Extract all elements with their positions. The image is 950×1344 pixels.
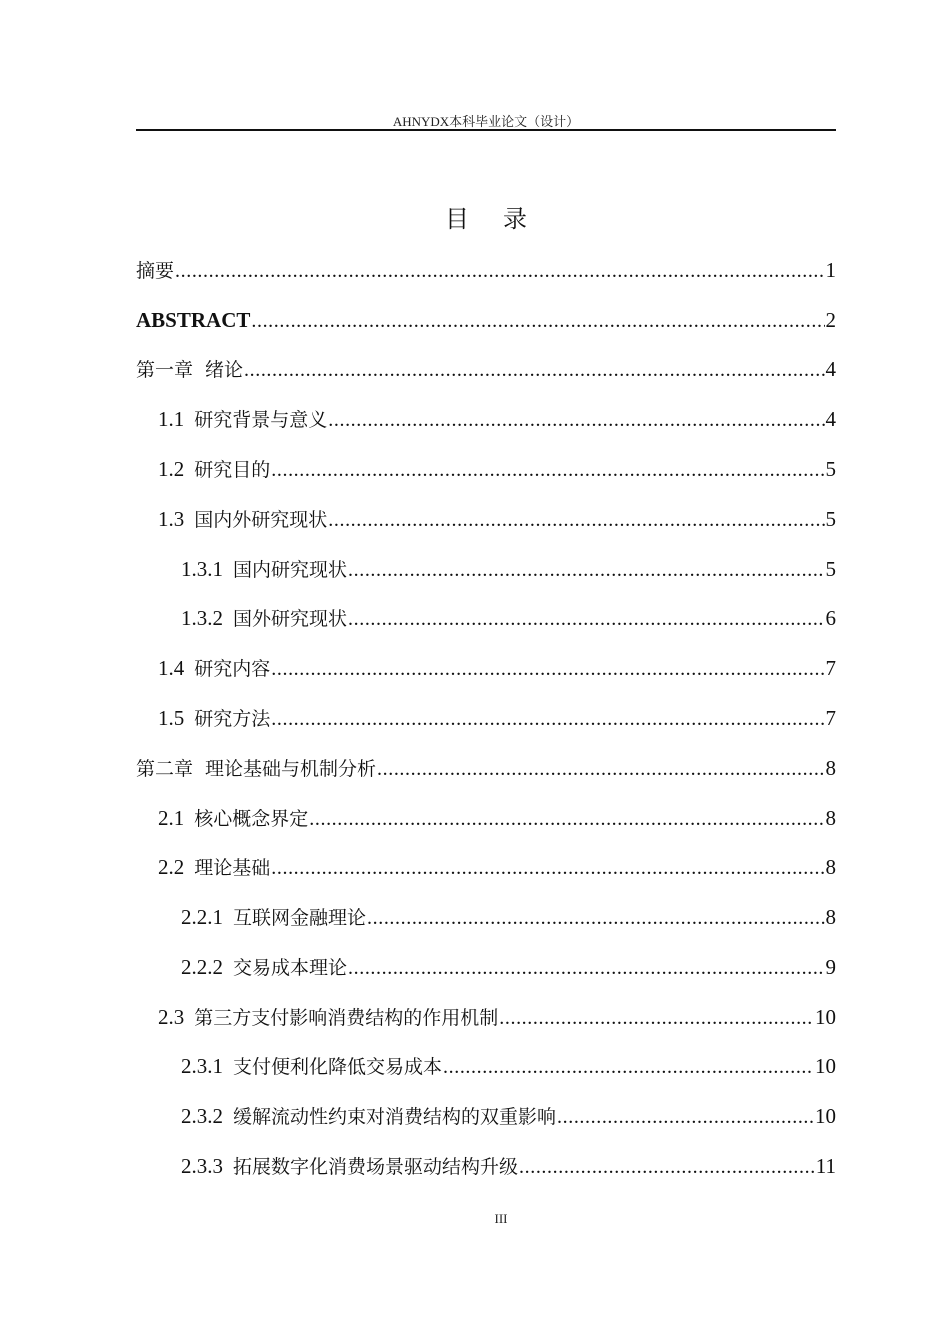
toc-leader-dots (244, 355, 824, 385)
toc-entry-page: 5 (825, 507, 836, 531)
toc-leader-dots (499, 1003, 814, 1033)
toc-entry-page: 1 (825, 258, 836, 282)
toc-entry-label: 国外研究现状 (233, 608, 348, 630)
toc-entry-label: 研究方法 (194, 708, 271, 730)
toc-leader-dots (348, 604, 824, 634)
toc-entry-number: 2.2.1 (181, 905, 223, 929)
toc-leader-dots (348, 555, 824, 585)
toc-entry-number: 1.3.1 (181, 557, 223, 581)
toc-entry-2-2-1[interactable] (136, 902, 836, 932)
toc-entry-page: 8 (825, 806, 836, 830)
toc-entry-label: 核心概念界定 (194, 808, 309, 830)
toc-entry-label: 缓解流动性约束对消费结构的双重影响 (233, 1106, 557, 1128)
toc-entry-page: 8 (825, 905, 836, 929)
toc-leader-dots (271, 704, 824, 734)
toc-entry-1-1[interactable] (136, 404, 836, 434)
toc-entry-number: 2.3 (158, 1005, 185, 1029)
toc-entry-page: 6 (825, 606, 836, 630)
toc-entry-page: 7 (825, 656, 836, 680)
toc-entry-number: 2.3.3 (181, 1154, 223, 1178)
toc-entry-page: 7 (825, 706, 836, 730)
toc-leader-dots (377, 754, 824, 784)
toc-entry-2-3-3[interactable] (136, 1151, 836, 1181)
toc-leader-dots (519, 1152, 815, 1182)
toc-entry-2-3-2[interactable] (136, 1101, 836, 1131)
toc-entry-page: 10 (815, 1005, 836, 1029)
toc-entry-number: 1.4 (158, 656, 185, 680)
toc-entry-label: 理论基础与机制分析 (205, 758, 377, 780)
toc-entry-number: 2.2.2 (181, 955, 223, 979)
toc-entry-number: 第二章 (136, 758, 194, 780)
toc-leader-dots (251, 306, 824, 336)
toc-entry-1-3-1[interactable] (136, 554, 836, 584)
toc-entry-page: 9 (825, 955, 836, 979)
toc-entry-number: 1.3 (158, 507, 185, 531)
toc-entry-label: 研究目的 (194, 459, 271, 481)
toc-entry-label: 理论基础 (194, 857, 271, 879)
toc-entry-page: 8 (825, 855, 836, 879)
toc-entry-label: 绪论 (205, 359, 244, 381)
toc-entry-number: 1.1 (158, 407, 185, 431)
toc-entry-label: 摘要 (136, 260, 175, 282)
toc-leader-dots (271, 853, 824, 883)
toc-entry-label: 支付便利化降低交易成本 (233, 1056, 443, 1078)
toc-leader-dots (328, 405, 824, 435)
toc-entry-page: 4 (825, 407, 836, 431)
toc-entry-1-3[interactable] (136, 504, 836, 534)
toc-entry-chapter-2[interactable] (136, 753, 836, 783)
toc-leader-dots (271, 654, 824, 684)
toc-entry-abstract-cn[interactable] (136, 255, 836, 285)
toc-leader-dots (175, 256, 824, 286)
toc-leader-dots (367, 903, 824, 933)
toc-leader-dots (443, 1052, 814, 1082)
toc-entry-label: 研究背景与意义 (194, 409, 328, 431)
toc-entry-label: 互联网金融理论 (233, 907, 367, 929)
toc-entry-chapter-1[interactable] (136, 354, 836, 384)
toc-entry-page: 8 (825, 756, 836, 780)
header-rule (136, 129, 836, 131)
toc-entry-number: 2.3.1 (181, 1054, 223, 1078)
toc-entry-page: 4 (825, 357, 836, 381)
toc-leader-dots (309, 804, 824, 834)
toc-entry-page: 5 (825, 457, 836, 481)
toc-entry-label: 第三方支付影响消费结构的作用机制 (194, 1007, 499, 1029)
toc-entry-number: 2.2 (158, 855, 185, 879)
toc-entry-number: 2.3.2 (181, 1104, 223, 1128)
toc-entry-2-2-2[interactable] (136, 952, 836, 982)
toc-entry-page: 2 (825, 308, 836, 332)
page-number: III (494, 1211, 508, 1226)
toc-entry-1-2[interactable] (136, 454, 836, 484)
toc-entry-2-1[interactable] (136, 803, 836, 833)
toc-entry-number: 1.5 (158, 706, 185, 730)
toc-entry-page: 5 (825, 557, 836, 581)
toc-entry-number: 2.1 (158, 806, 185, 830)
toc-entry-1-3-2[interactable] (136, 603, 836, 633)
toc-entry-number: 1.3.2 (181, 606, 223, 630)
toc-entry-label: 拓展数字化消费场景驱动结构升级 (233, 1156, 519, 1178)
toc-entry-page: 10 (815, 1104, 836, 1128)
toc-entry-label: 国内外研究现状 (194, 509, 328, 531)
toc-leader-dots (328, 505, 824, 535)
toc-entry-2-2[interactable] (136, 852, 836, 882)
toc-entry-page: 11 (815, 1154, 836, 1178)
toc-leader-dots (271, 455, 824, 485)
toc-entry-2-3[interactable] (136, 1002, 836, 1032)
toc-leader-dots (557, 1102, 814, 1132)
toc-entry-abstract-en[interactable] (136, 305, 836, 335)
toc-entry-page: 10 (815, 1054, 836, 1078)
running-header: AHNYDX本科毕业论文（设计） (392, 114, 580, 129)
toc-entry-2-3-1[interactable] (136, 1051, 836, 1081)
toc-entry-label: ABSTRACT (136, 308, 251, 332)
toc-entry-1-4[interactable] (136, 653, 836, 683)
toc-entry-label: 交易成本理论 (233, 957, 348, 979)
toc-leader-dots (348, 953, 824, 983)
toc-title: 目录 (445, 205, 561, 233)
toc-entry-label: 国内研究现状 (233, 559, 348, 581)
toc-entry-1-5[interactable] (136, 703, 836, 733)
toc-entry-number: 第一章 (136, 359, 194, 381)
toc-entry-label: 研究内容 (194, 658, 271, 680)
toc-entry-number: 1.2 (158, 457, 185, 481)
